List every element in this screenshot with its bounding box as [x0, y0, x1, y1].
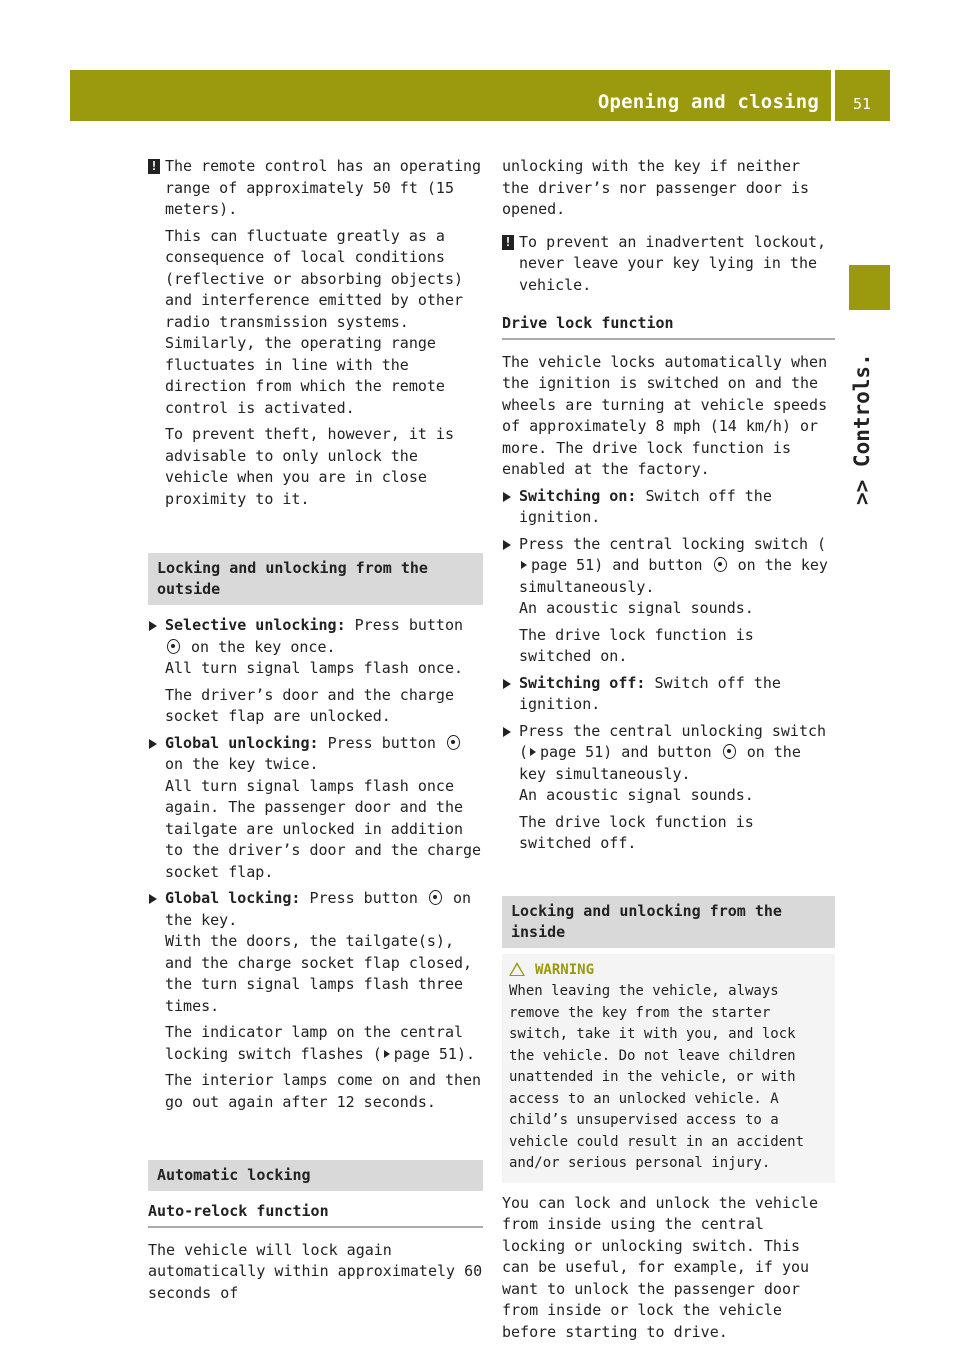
page-title: Opening and closing — [597, 91, 819, 113]
step-arrow-icon — [149, 894, 157, 904]
step-result: The drive lock function is switched off. — [519, 812, 754, 852]
page-ref-arrow-icon — [530, 748, 536, 756]
page-reference-link[interactable]: page 51 — [540, 743, 604, 761]
left-column — [148, 156, 483, 1309]
step-arrow-icon — [503, 679, 511, 689]
step-result — [148, 1022, 483, 1065]
unlock-button-icon — [167, 639, 180, 654]
section-heading: Locking and unlocking from the outside — [148, 553, 483, 605]
step-switching-off — [502, 673, 835, 716]
side-tab-marker — [849, 265, 890, 310]
page-reference-link[interactable]: page 51 — [393, 1044, 457, 1063]
warning-triangle-icon — [509, 962, 525, 976]
body-text: You can lock and unlock the vehicle from inside using the central locking or unlocking switch. This can be useful, for example, if you want to unlock the passenger door from inside or lock the vehicle before starting to drive. — [502, 1193, 819, 1341]
note-text: To prevent an inadvertent lockout, never leave your key lying in the vehicle. — [519, 232, 827, 294]
note-range — [148, 156, 483, 510]
unlock-button-icon — [447, 735, 460, 750]
step-text: on the key. — [165, 889, 471, 929]
page-number: 51 — [853, 95, 872, 113]
body-text: The vehicle will lock again automatically within approximately 60 seconds of — [148, 1240, 483, 1302]
step-result-text: The indicator lamp on the central locking switch flashes ( — [165, 1023, 464, 1063]
page-ref-arrow-icon — [521, 561, 527, 569]
subsection-heading: Drive lock function — [502, 313, 835, 340]
note-text: The remote control has an operating range of approximately 50 ft (15 meters). — [165, 157, 482, 218]
header-bar — [70, 70, 831, 121]
step-text: on the key twice. — [165, 755, 319, 773]
body-text: The vehicle locks automatically when the ignition is switched on and the wheels are turning at vehicle speeds of approximately 8 mph (14 km/h) or more. The drive lock function is enabled at the factory. — [502, 352, 828, 478]
step-label: Switching off: — [519, 673, 646, 692]
step-result: An acoustic signal sounds. — [519, 599, 754, 617]
step-text: Switch off the ignition. — [519, 486, 772, 526]
step-label: Switching on: — [519, 486, 637, 505]
step-arrow-icon — [503, 540, 511, 550]
right-column — [502, 156, 835, 1348]
step-text: ) and button — [594, 556, 703, 574]
step-arrow-icon — [503, 492, 511, 502]
exclamation-icon: ! — [502, 235, 514, 250]
warning-text: When leaving the vehicle, always remove the key from the starter switch, take it with you, and lock the vehicle. Do not leave children unattended in the vehicle, or with access to an unlocked vehicle. A child’s unsupervised access to a vehicle could result in an accident and/or serious personal injury. — [509, 983, 805, 1171]
body-text: unlocking with the key if neither the driver’s nor passenger door is opened. — [502, 157, 810, 218]
subsection-heading: Auto-relock function — [148, 1201, 483, 1228]
step-result: The driver’s door and the charge socket flap are unlocked. — [165, 685, 454, 725]
side-section-label: >> Controls. — [850, 353, 874, 505]
warning-header — [509, 960, 828, 982]
step-label: Global locking: — [165, 889, 301, 907]
step-result: All turn signal lamps flash once. — [165, 659, 464, 677]
step-arrow-icon — [503, 727, 511, 737]
section-heading: Automatic locking — [148, 1160, 483, 1191]
step-global-locking — [148, 888, 483, 1017]
step-arrow-icon — [149, 621, 157, 631]
step-text: Press the central unlocking switch ( — [519, 721, 827, 761]
step-selective-unlocking — [148, 615, 483, 680]
unlock-button-icon — [723, 744, 736, 759]
step-label: Selective unlocking: — [165, 616, 346, 634]
step-text: Switch off the ignition. — [519, 673, 781, 713]
warning-title: WARNING — [535, 961, 595, 978]
lock-button-icon — [714, 557, 727, 572]
step-press-unlocking-switch — [502, 721, 835, 807]
step-result: The drive lock function is switched on. — [519, 625, 754, 665]
step-result-text: ). — [456, 1044, 476, 1063]
step-text: Press button — [354, 616, 464, 634]
step-text: on the key simultaneously. — [519, 743, 801, 783]
exclamation-icon: ! — [148, 159, 160, 174]
step-text: Press button — [309, 889, 418, 907]
section-heading: Locking and unlocking from the inside — [502, 896, 835, 948]
step-label: Global unlocking: — [165, 733, 319, 752]
warning-box — [502, 954, 835, 1183]
note-lockout — [502, 232, 835, 297]
step-result: With the doors, the tailgate(s), and the charge socket flap closed, the turn signal lamps flash three times. — [165, 932, 473, 1015]
page-reference-link[interactable]: page 51 — [531, 556, 595, 574]
step-switching-on — [502, 486, 835, 529]
step-arrow-icon — [149, 739, 157, 749]
step-text: Press button — [327, 733, 436, 752]
lock-button-icon — [429, 890, 442, 905]
note-text: This can fluctuate greatly as a consequence of local conditions (reflective or absorbing objects) and interference emitted by other radio transmission systems. Similarly, the operating range fluctuates in line with the direction from which the remote control is activated. — [165, 226, 464, 417]
step-global-unlocking — [148, 733, 483, 884]
step-result: The interior lamps come on and then go out again after 12 seconds. — [165, 1071, 482, 1111]
step-result: An acoustic signal sounds. — [519, 786, 754, 804]
step-text: on the key once. — [191, 637, 336, 656]
step-text: ) and button — [603, 743, 712, 761]
step-text: Press the central locking switch ( — [519, 534, 827, 553]
step-press-locking-switch — [502, 534, 835, 620]
step-result: All turn signal lamps flash once again. The passenger door and the tailgate are unlocked in addition to the driver’s door and the charge socket flap. — [165, 776, 482, 881]
step-text: on the key simultaneously. — [519, 556, 828, 596]
page-number-box — [835, 70, 890, 121]
page-ref-arrow-icon — [384, 1050, 390, 1058]
note-text: To prevent theft, however, it is advisable to only unlock the vehicle when you are in close proximity to it. — [165, 425, 454, 508]
